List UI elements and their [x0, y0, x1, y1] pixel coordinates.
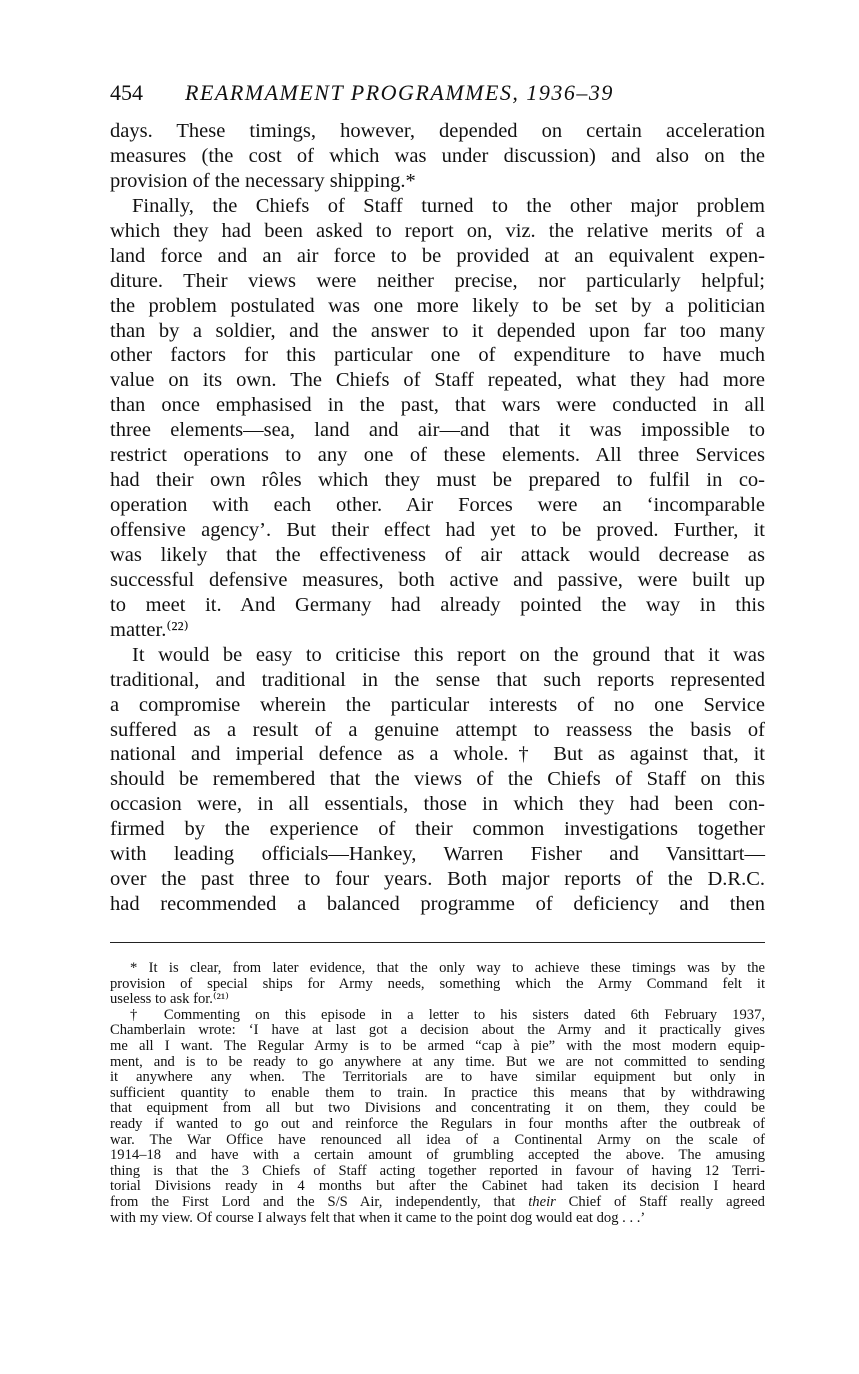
text-line: with leading officials—Hankey, Warren Fisher and Vansittart— — [110, 843, 765, 866]
text-line: which they had been asked to report on, viz. the relative merits of a — [110, 219, 765, 242]
text-line: it anywhere any when. The Territorials are to have similar equipment but only in — [110, 1069, 765, 1086]
text-line: should be remembered that the views of the Chiefs of Staff on this — [110, 768, 765, 791]
footnotes — [110, 961, 765, 1226]
text-line: with my view. Of course I always felt that when it came to the point dog would eat dog . . .’ — [110, 1209, 646, 1226]
text-line: offensive agency’. But their effect had yet to be proved. Further, it — [110, 519, 765, 541]
paragraph — [110, 119, 765, 194]
text-line: thing is that the 3 Chiefs of Staff acting together reported in favour of having 12 Terri- — [110, 1162, 765, 1179]
text-line: firmed by the experience of their common investigations together — [110, 818, 765, 841]
text-line: 1914–18 and have with a certain amount of grumbling accepted the above. The amusing — [110, 1147, 765, 1164]
text-line: land force and an air force to be provided at an equivalent expen- — [110, 244, 765, 267]
text-line: measures (the cost of which was under discussion) and also on the — [110, 144, 765, 167]
text-line: a compromise wherein the particular interests of no one Service — [110, 693, 765, 716]
text-line: restrict operations to any one of these elements. All three Services — [110, 444, 765, 467]
text-line: * It is clear, from later evidence, that the only way to achieve these timings was by the — [130, 960, 765, 976]
text-line: over the past three to four years. Both major reports of the D.R.C. — [110, 868, 765, 891]
text-line: to meet it. And Germany had already pointed the way in this — [110, 593, 765, 616]
text-line: torial Divisions ready in 4 months but after the Cabinet had taken its decision I heard — [110, 1178, 765, 1195]
text-line: ready if wanted to go out and reinforce the Regulars in four months after the outbreak of — [110, 1115, 765, 1132]
text-line: that equipment from all but two Divisions and concentrating it on them, they could be — [110, 1100, 765, 1117]
text-line: than by a soldier, and the answer to it depended upon far too many — [110, 319, 765, 342]
running-header — [110, 80, 614, 106]
text-line: value on its own. The Chiefs of Staff repeated, what they had more — [110, 369, 765, 392]
text-line: provision of the necessary shipping.* — [110, 169, 416, 192]
text-line: occasion were, in all essentials, those in which they had been con- — [110, 793, 765, 816]
text-line: diture. Their views were neither precise, nor particularly helpful; — [110, 269, 765, 292]
footnote — [110, 1008, 765, 1226]
text-line: It would be easy to criticise this report on the ground that it was — [132, 643, 765, 666]
text-line: provision of special ships for Army needs, something which the Army Command felt it — [110, 975, 765, 992]
text-line: was likely that the effectiveness of air attack would decrease as — [110, 543, 765, 566]
text-line: the problem postulated was one more likely to be set by a politician — [110, 294, 765, 317]
text-line: days. These timings, however, depended on certain acceleration — [110, 120, 765, 142]
text-line: successful defensive measures, both active and passive, were built up — [110, 568, 765, 591]
running-title: REARMAMENT PROGRAMMES, 1936–39 — [185, 80, 614, 105]
text-line: from the First Lord and the S/S Air, independently, that their Chief of Staff really agreed — [110, 1193, 765, 1210]
text-line: operation with each other. Air Forces were an ‘incomparable — [110, 494, 765, 517]
footnote — [110, 961, 765, 1008]
text-line: Finally, the Chiefs of Staff turned to the other major problem — [132, 194, 765, 217]
text-line: traditional, and traditional in the sense that such reports represented — [110, 668, 765, 691]
text-line: ment, and is to be ready to go anywhere at any time. But we are not committed to sending — [110, 1053, 765, 1070]
text-line: † Commenting on this episode in a letter to his sisters dated 6th February 1937, — [130, 1006, 765, 1023]
text-line: useless to ask for.⁽²¹⁾ — [110, 991, 229, 1008]
paragraph — [110, 194, 765, 643]
footnote-divider — [110, 942, 765, 943]
text-line: had recommended a balanced programme of deficiency and then — [110, 893, 765, 916]
text-line: than once emphasised in the past, that wars were conducted in all — [110, 394, 765, 417]
text-line: me all I want. The Regular Army is to be armed “cap à pie” with the most modern equip- — [110, 1037, 765, 1054]
text-line: sufficient quantity to enable them to train. In practice this means that by withdrawing — [110, 1084, 765, 1101]
text-line: war. The War Office have renounced all idea of a Continental Army on the scale of — [110, 1131, 765, 1148]
text-line: had their own rôles which they must be prepared to fulfil in co- — [110, 469, 765, 492]
text-line: national and imperial defence as a whole.† But as against that, it — [110, 743, 765, 766]
page-number: 454 — [110, 80, 143, 105]
text-line: matter.⁽²²⁾ — [110, 618, 189, 641]
text-line: three elements—sea, land and air—and that it was impossible to — [110, 419, 765, 442]
text-line: suffered as a result of a genuine attempt to reassess the basis of — [110, 718, 765, 741]
paragraph — [110, 643, 765, 917]
text-line: Chamberlain wrote: ‘I have at last got a decision about the Army and it practically gives — [110, 1022, 765, 1039]
text-line: other factors for this particular one of expenditure to have much — [110, 344, 765, 367]
main-text — [110, 119, 765, 917]
